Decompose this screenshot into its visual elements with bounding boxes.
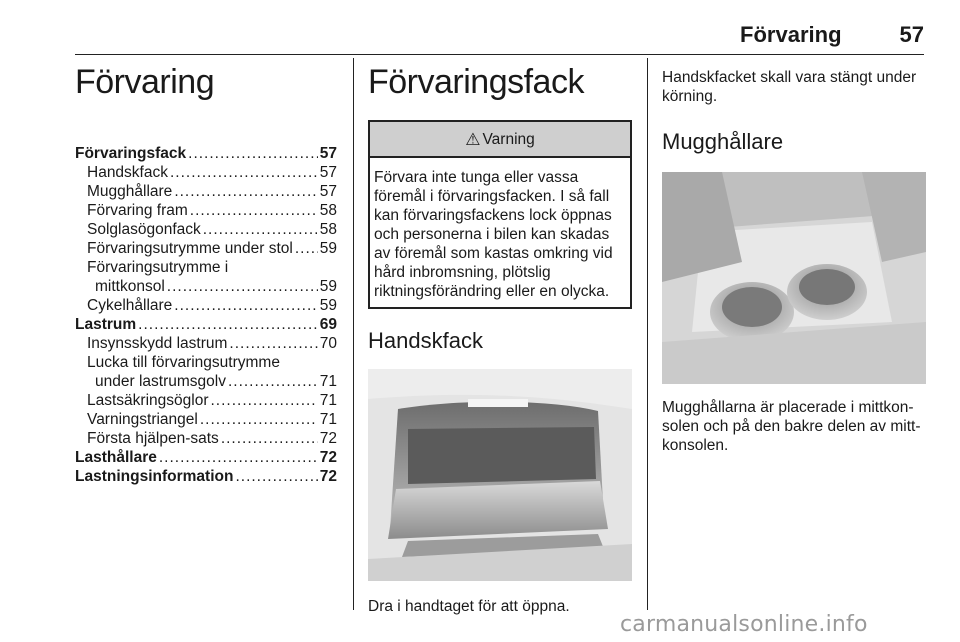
toc-entry[interactable]: [75, 277, 337, 296]
warning-text: Förvara inte tunga eller vassa föremål i förvaringsfacken. I så fall kan förvaringsfackens lock öppnas och personerna i bilen kan skadas av föremål som kastas omkring vid hård inbromsning, plötslig riktningsförändring eller en olycka.: [374, 169, 613, 300]
toc-entry[interactable]: [75, 353, 337, 372]
toc-entry-page: 71: [319, 411, 337, 428]
toc-entry-page: 59: [319, 240, 337, 257]
glovebox-closed-note: Handskfacket skall vara stängt under körning.: [662, 69, 917, 105]
toc-dot-leader: [235, 467, 317, 486]
section-title: Förvaringsfack: [368, 63, 584, 101]
toc-entry[interactable]: [75, 429, 337, 448]
toc-entry-title: Insynsskydd lastrum: [87, 335, 228, 352]
toc-entry[interactable]: [75, 239, 337, 258]
toc-entry[interactable]: [75, 448, 337, 467]
toc-entry[interactable]: [75, 163, 337, 182]
toc-entry-page: 70: [319, 335, 337, 352]
toc-dot-leader: [167, 277, 318, 296]
toc-entry-page: 71: [319, 392, 337, 409]
toc-entry-title: Förvaringsutrymme under stol: [87, 240, 293, 257]
warning-label: Varning: [482, 130, 535, 148]
toc-entry-title: Förvaring fram: [87, 202, 188, 219]
toc-entry[interactable]: [75, 182, 337, 201]
toc-entry-title: Förvaringsfack: [75, 145, 187, 162]
toc-entry-title: Lasthållare: [75, 449, 157, 466]
toc-dot-leader: [229, 334, 317, 353]
toc-entry[interactable]: [75, 201, 337, 220]
toc-entry[interactable]: [75, 410, 337, 429]
toc-entry[interactable]: [75, 391, 337, 410]
toc-entry-title: Lastsäkringsöglor: [87, 392, 209, 409]
warning-triangle-icon: ⚠: [465, 129, 481, 149]
toc-dot-leader: [188, 144, 318, 163]
header-rule: [75, 54, 924, 55]
toc-entry-title: mittkonsol: [95, 278, 165, 295]
toc-entry[interactable]: [75, 258, 337, 277]
toc-entry-title: under lastrumsgolv: [95, 373, 226, 390]
toc-entry-title: Handskfack: [87, 164, 168, 181]
toc-entry-page: 57: [319, 145, 337, 162]
cupholder-text: Mugghållarna är placerade i mittkonsolen och på den bakre delen av mittkonsolen.: [662, 399, 921, 454]
watermark: carmanualsonline.info: [620, 612, 868, 637]
toc-dot-leader: [174, 182, 317, 201]
glovebox-photo: [368, 369, 632, 581]
toc-entry[interactable]: [75, 315, 337, 334]
storage-column: [368, 62, 632, 616]
toc-entry-title: Lucka till förvaringsutrymme: [87, 354, 280, 371]
chapter-title: Förvaring: [75, 63, 215, 101]
cupholder-photo: [662, 172, 926, 384]
toc-dot-leader: [174, 296, 317, 315]
header-section-title: Förvaring: [740, 22, 842, 47]
glovebox-heading: Handskfack: [368, 328, 483, 353]
toc-entry-title: Mugghållare: [87, 183, 173, 200]
toc-dot-leader: [203, 220, 318, 239]
toc-dot-leader: [170, 163, 318, 182]
toc-dot-leader: [210, 391, 317, 410]
toc-entry[interactable]: [75, 220, 337, 239]
header-page-number: 57: [899, 22, 924, 47]
warning-box: [368, 120, 632, 309]
toc-entry-page: 57: [319, 164, 337, 181]
toc-entry-page: 59: [319, 278, 337, 295]
glovebox-caption: Dra i handtaget för att öppna.: [368, 598, 570, 615]
toc-entry[interactable]: [75, 372, 337, 391]
toc-entry-title: Cykelhållare: [87, 297, 173, 314]
toc-dot-leader: [221, 429, 318, 448]
cupholder-heading: Mugghållare: [662, 129, 784, 154]
toc-entry[interactable]: [75, 296, 337, 315]
toc-entry-page: 69: [319, 316, 337, 333]
toc-entry[interactable]: [75, 467, 337, 486]
toc-entry-title: Lastrum: [75, 316, 137, 333]
toc-entry-title: Solglasögonfack: [87, 221, 201, 238]
column-divider-2: [647, 58, 648, 610]
toc-entry-page: 72: [319, 468, 337, 485]
toc-entry-page: 72: [319, 449, 337, 466]
table-of-contents: [75, 144, 337, 486]
toc-dot-leader: [295, 239, 318, 258]
toc-dot-leader: [159, 448, 318, 467]
toc-entry-title: Lastningsinformation: [75, 468, 234, 485]
toc-dot-leader: [138, 315, 318, 334]
cupholder-column: [662, 62, 928, 455]
toc-dot-leader: [190, 201, 318, 220]
toc-dot-leader: [228, 372, 318, 391]
warning-header: [370, 122, 630, 158]
toc-entry-title: Varningstriangel: [87, 411, 198, 428]
toc-entry-page: 58: [319, 221, 337, 238]
toc-entry-title: Första hjälpen-sats: [87, 430, 219, 447]
toc-entry-page: 59: [319, 297, 337, 314]
toc-entry[interactable]: [75, 144, 337, 163]
toc-entry[interactable]: [75, 334, 337, 353]
toc-entry-page: 71: [319, 373, 337, 390]
toc-entry-page: 72: [319, 430, 337, 447]
toc-entry-page: 58: [319, 202, 337, 219]
toc-entry-page: 57: [319, 183, 337, 200]
toc-column: [75, 62, 337, 486]
column-divider-1: [353, 58, 354, 610]
page-header: [36, 22, 924, 52]
toc-entry-title: Förvaringsutrymme i: [87, 259, 229, 276]
toc-dot-leader: [200, 410, 318, 429]
